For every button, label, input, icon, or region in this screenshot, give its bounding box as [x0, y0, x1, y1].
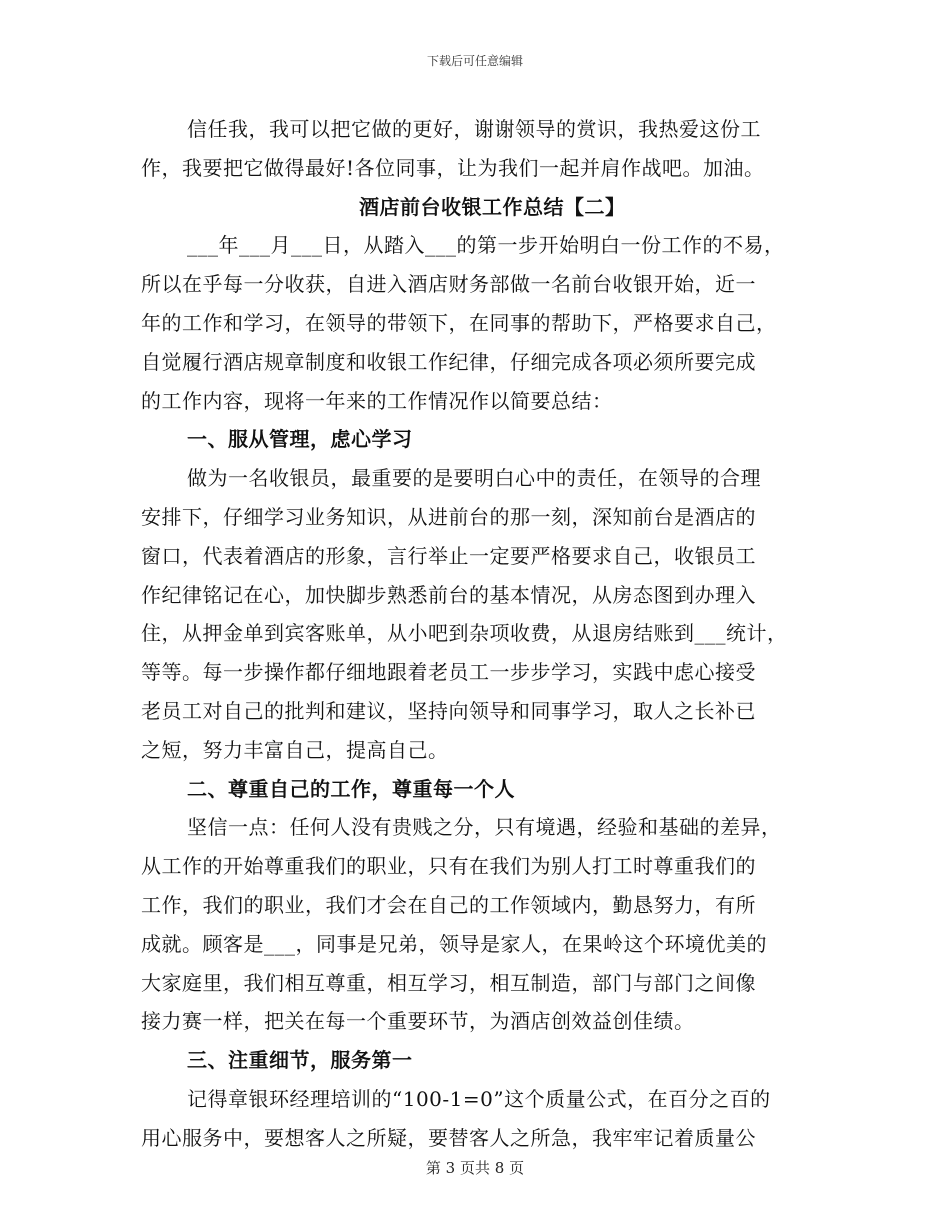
paragraph-line: 住，从押金单到宾客账单，从小吧到杂项收费，从退房结账到___统计， — [141, 621, 788, 646]
paragraph-line: 年的工作和学习，在领导的带领下，在同事的帮助下，严格要求自己， — [141, 310, 777, 335]
paragraph-line: 等等。每一步操作都仔细地跟着老员工一步步学习，实践中虑心接受 — [141, 660, 756, 685]
subheading: 二、尊重自己的工作，尊重每一个人 — [187, 776, 515, 801]
page-footer: 第 3 页共 8 页 — [425, 1159, 525, 1177]
paragraph-line: 安排下，仔细学习业务知识，从进前台的那一刻，深知前台是酒店的 — [141, 504, 756, 529]
paragraph-line: 坚信一点：任何人没有贵贱之分，只有境遇，经验和基础的差异， — [187, 815, 782, 840]
paragraph-line: 接力赛一样，把关在每一个重要环节，为酒店创效益创佳绩。 — [141, 1009, 695, 1034]
paragraph-line: 作，我要把它做得最好!各位同事，让为我们一起并肩作战吧。加油。 — [141, 155, 765, 180]
paragraph-line: 窗口，代表着酒店的形象，言行举止一定要严格要求自己，收银员工 — [141, 543, 756, 568]
paragraph-line: 信任我，我可以把它做的更好，谢谢领导的赏识，我热爱这份工 — [187, 117, 761, 141]
subheading: 一、服从管理，虑心学习 — [187, 427, 413, 452]
paragraph-line: 用心服务中，要想客人之所疑，要替客人之所急，我牢牢记着质量公 — [141, 1125, 756, 1150]
paragraph-line: 从工作的开始尊重我们的职业，只有在我们为别人打工时尊重我们的 — [141, 854, 756, 879]
paragraph-line: 做为一名收银员，最重要的是要明白心中的责任，在领导的合理 — [187, 466, 761, 491]
document-body — [141, 110, 811, 1158]
paragraph-line: 之短，努力丰富自己，提高自己。 — [141, 737, 449, 762]
paragraph-line: 大家庭里，我们相互尊重，相互学习，相互制造，部门与部门之间像 — [141, 970, 756, 995]
paragraph-line: 作纪律铭记在心，加快脚步熟悉前台的基本情况，从房态图到办理入 — [141, 582, 756, 607]
paragraph-line: 自觉履行酒店规章制度和收银工作纪律，仔细完成各项必须所要完成 — [141, 349, 756, 374]
paragraph-line: 的工作内容，现将一年来的工作情况作以简要总结： — [141, 388, 613, 413]
page-header: 下载后可任意编辑 — [426, 54, 523, 68]
paragraph-line: 记得章银环经理培训的“100-1=0”这个质量公式，在百分之百的 — [187, 1086, 771, 1111]
paragraph-line: 工作，我们的职业，我们才会在自己的工作领域内，勤恳努力，有所 — [141, 892, 756, 917]
paragraph-line: 所以在乎每一分收获，自进入酒店财务部做一名前台收银开始，近一 — [141, 272, 756, 297]
paragraph-line: ___年___月___日，从踏入___的第一步开始明白一份工作的不易， — [187, 233, 785, 258]
paragraph-line: 老员工对自己的批判和建议，坚持向领导和同事学习，取人之长补已 — [141, 698, 756, 723]
section-title: 酒店前台收银工作总结【二】 — [359, 194, 626, 219]
subheading: 三、注重细节，服务第一 — [187, 1048, 413, 1073]
paragraph-line: 成就。顾客是___，同事是兄弟，领导是家人，在果岭这个环境优美的 — [141, 931, 767, 956]
